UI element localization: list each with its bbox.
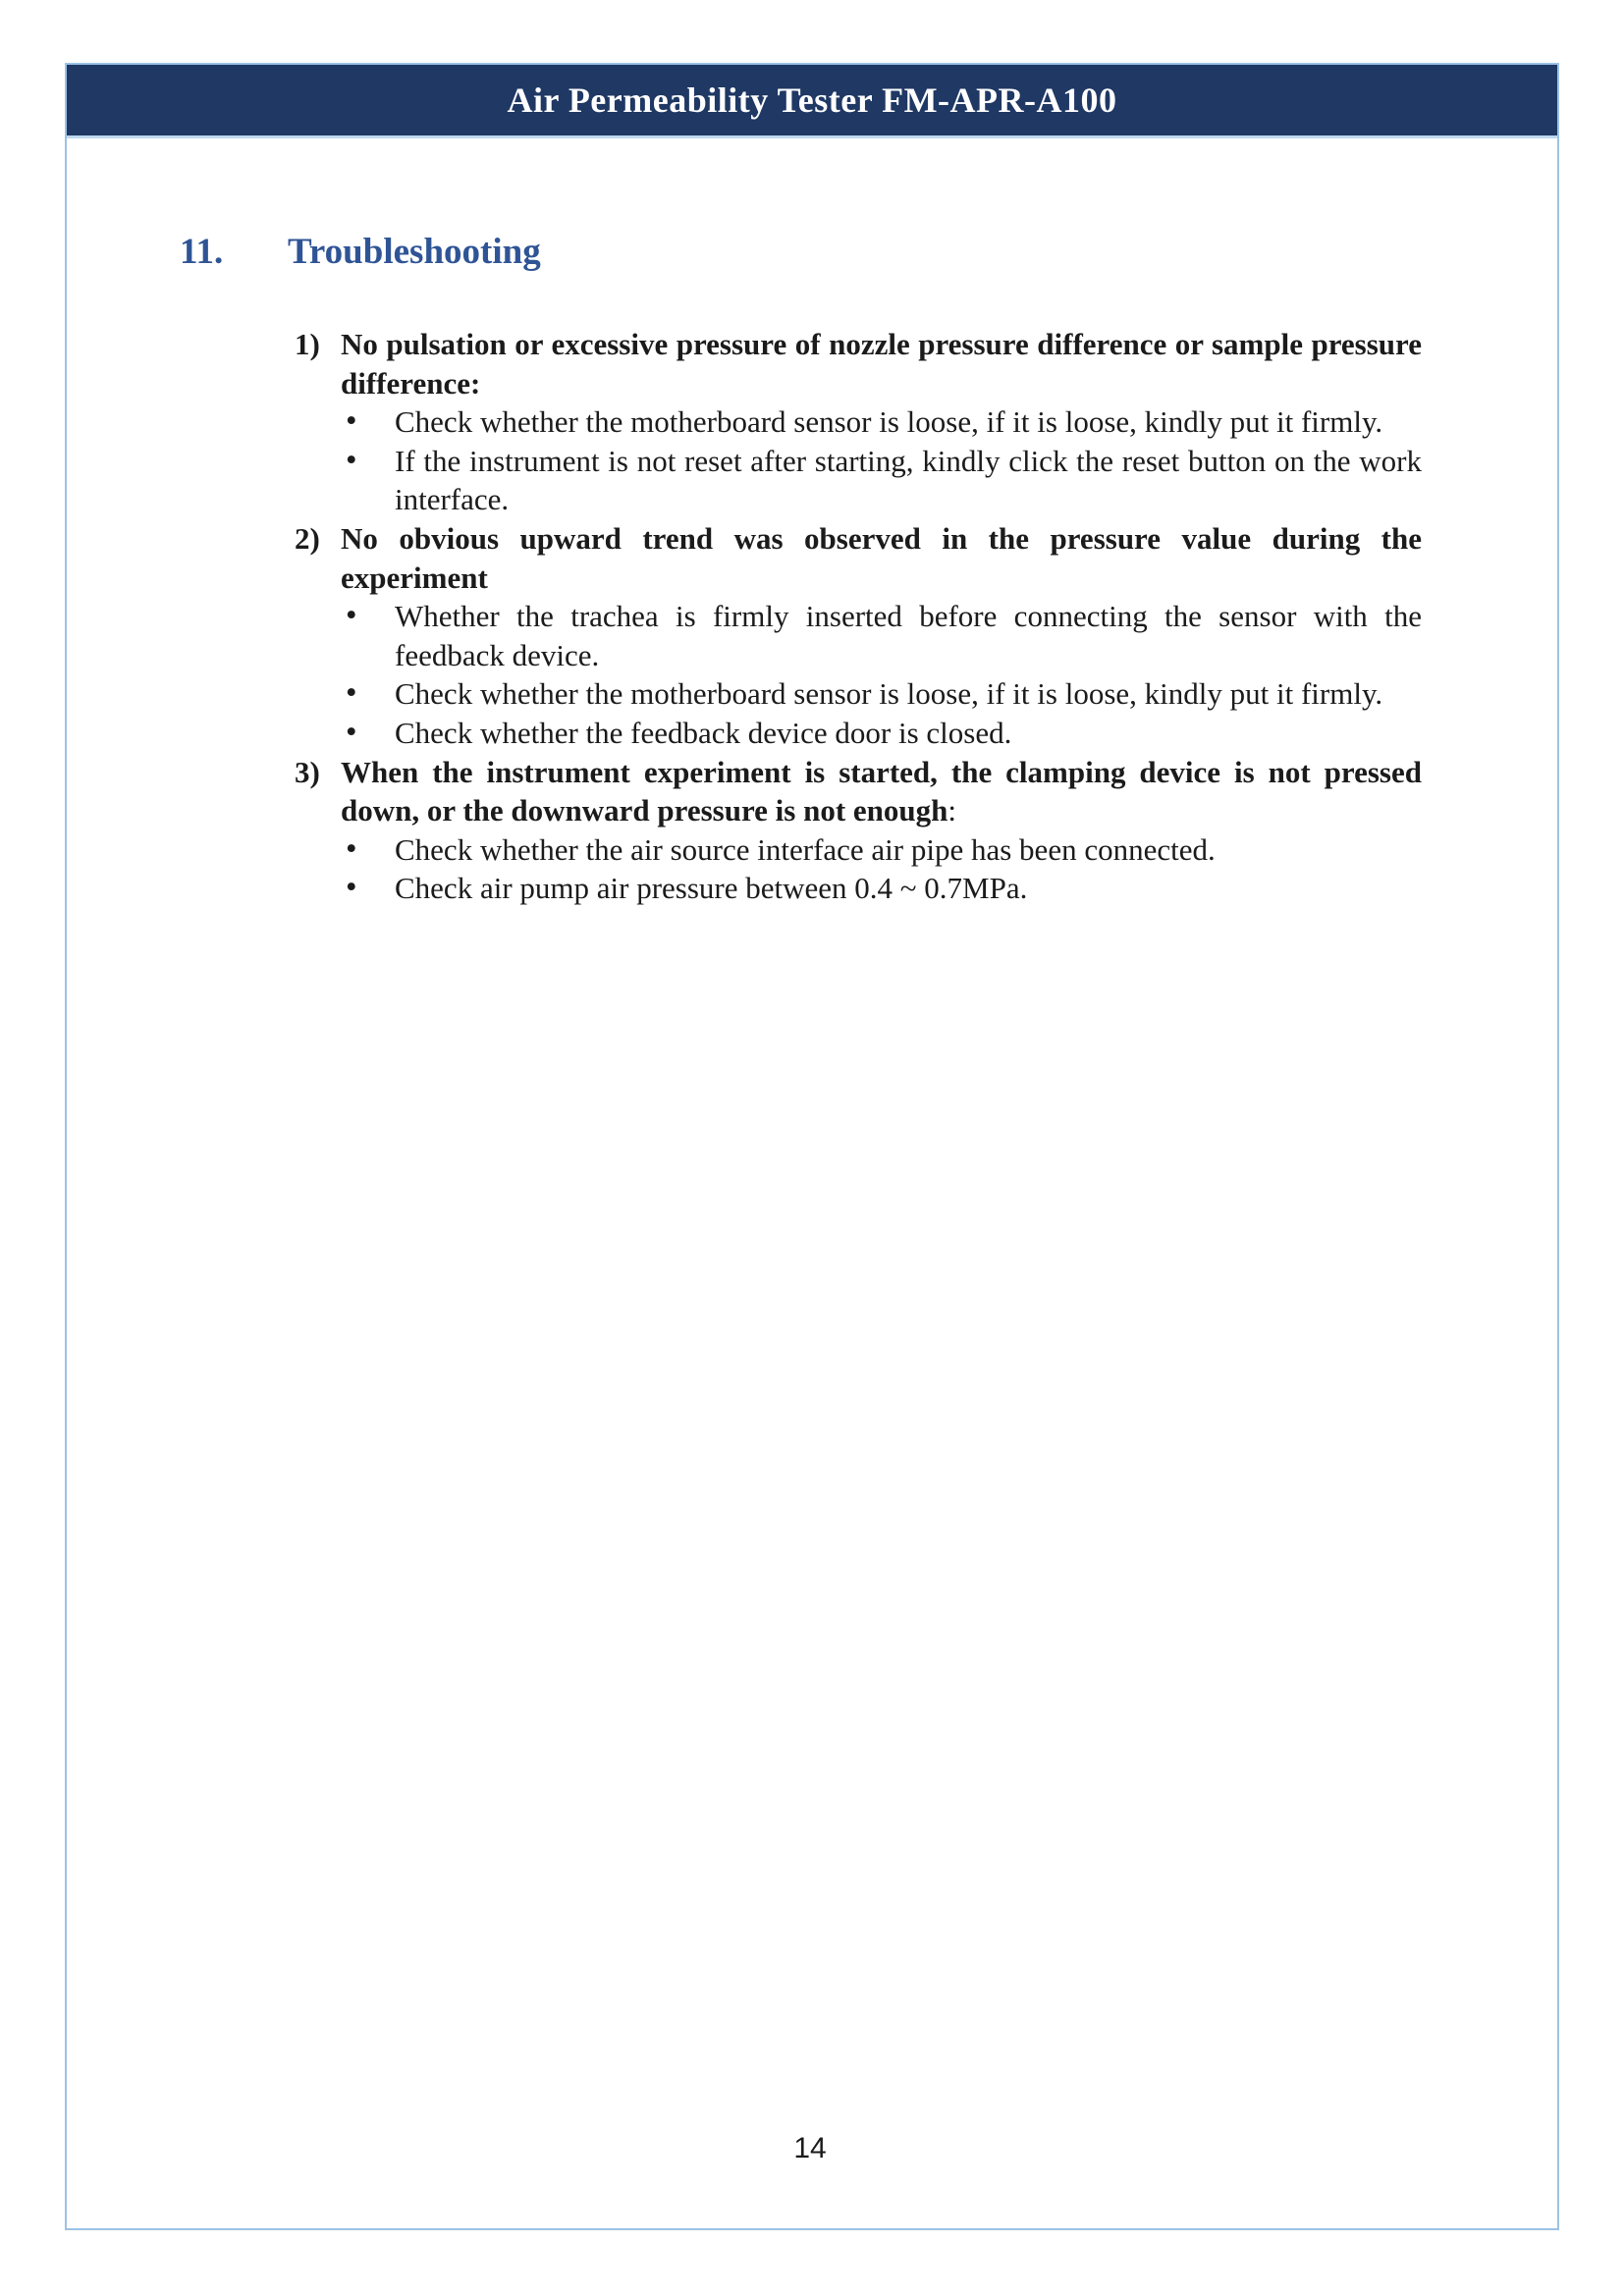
item-heading: [341, 519, 1422, 597]
bullet-icon: •: [346, 403, 357, 440]
item-heading: [341, 753, 1422, 830]
bullet-icon: •: [346, 870, 357, 906]
bullet-item: [346, 830, 1422, 870]
bullet-icon: •: [346, 675, 357, 712]
item-number: 3): [295, 754, 320, 789]
bullet-icon: •: [346, 714, 357, 750]
bullet-item: [346, 442, 1422, 519]
item-number: 2): [295, 520, 320, 556]
bullet-text: Check air pump air pressure between 0.4 ~ 0.7MPa.: [395, 871, 1028, 906]
item-heading-text: When the instrument experiment is started, the clamping device is not pressed down, or the downward pressure is not enough: [341, 754, 1422, 828]
bullet-item: [346, 402, 1422, 442]
item-number: 1): [295, 327, 320, 361]
bullet-text: If the instrument is not reset after starting, kindly click the reset button on the work interface.: [395, 443, 1422, 517]
item-heading: [341, 325, 1422, 402]
bullet-item: [346, 597, 1422, 674]
page-number: 14: [793, 2132, 827, 2164]
bullet-item: [346, 714, 1422, 753]
list-item: [0, 753, 1422, 908]
section-title: Troubleshooting: [288, 232, 541, 272]
item-heading-suffix: :: [947, 793, 957, 828]
item-heading-text: No obvious upward trend was observed in the pressure value during the experiment: [341, 520, 1422, 595]
bullet-item: [346, 869, 1422, 908]
bullet-icon: •: [346, 598, 357, 634]
section-heading: [180, 232, 541, 273]
bullet-text: Check whether the feedback device door is closed.: [395, 715, 1012, 750]
item-heading-text: No pulsation or excessive pressure of nozzle pressure difference or sample pressure difference:: [341, 327, 1422, 400]
troubleshooting-list: [0, 325, 1624, 908]
bullet-item: [346, 674, 1422, 714]
list-item: [0, 519, 1422, 753]
bullet-icon: •: [346, 830, 357, 867]
document-title: Air Permeability Tester FM-APR-A100: [507, 80, 1117, 120]
section-number: 11.: [180, 232, 224, 272]
bullet-text: Check whether the air source interface air pipe has been connected.: [395, 831, 1216, 867]
list-item: [0, 325, 1422, 519]
bullet-icon: •: [346, 442, 357, 478]
bullet-text: Check whether the motherboard sensor is loose, if it is loose, kindly put it firmly.: [395, 676, 1383, 712]
bullet-text: Whether the trachea is firmly inserted before connecting the sensor with the feedback device.: [395, 599, 1422, 672]
document-header: [67, 65, 1557, 138]
bullet-text: Check whether the motherboard sensor is loose, if it is loose, kindly put it firmly.: [395, 404, 1383, 440]
